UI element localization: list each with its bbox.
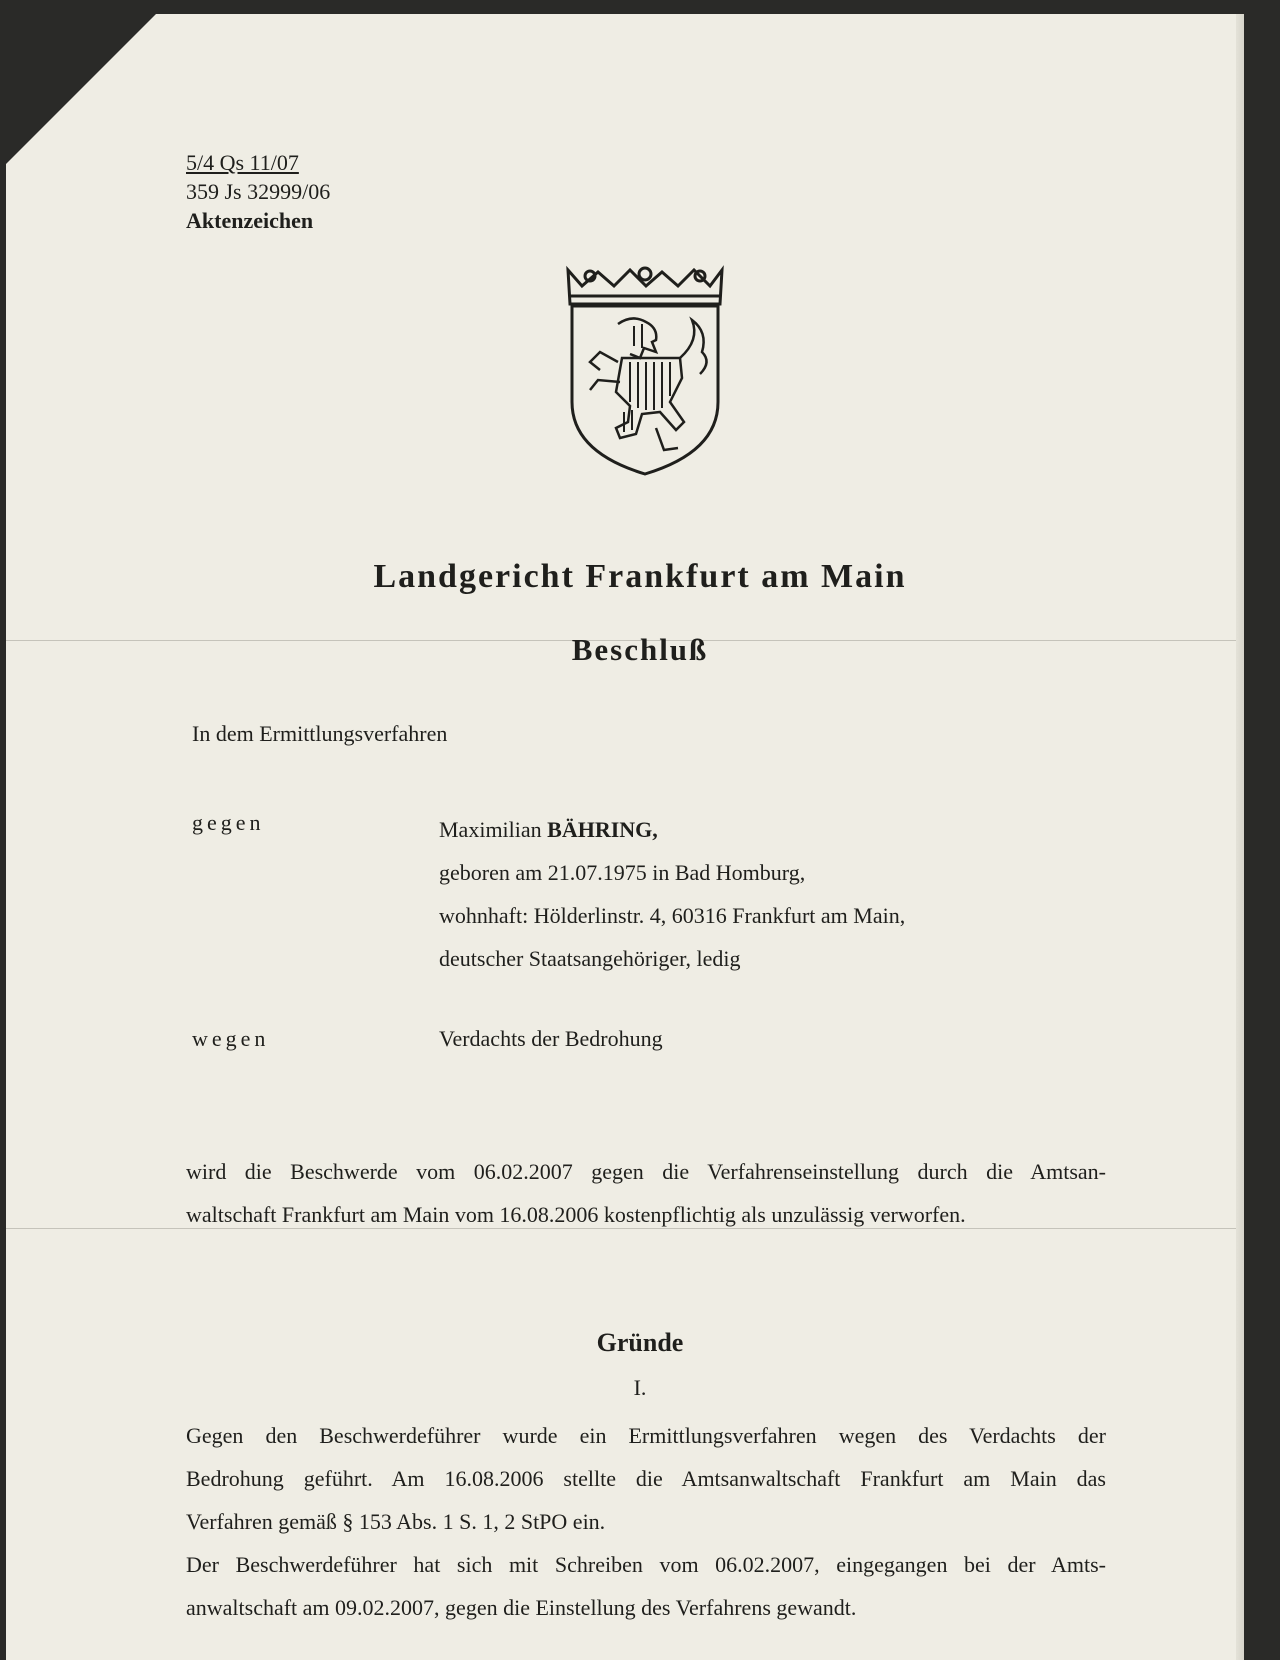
paragraph-line: Gegen den Beschwerdeführer wurde ein Ermittlungsverfahren wegen des Verdachts der	[186, 1423, 1106, 1448]
ruling-line: waltschaft Frankfurt am Main vom 16.08.2006 kostenpflichtig als unzulässig verworfen.	[186, 1202, 966, 1227]
paragraph-line: anwaltschaft am 09.02.2007, gegen die Einstellung des Verfahrens gewandt.	[186, 1595, 857, 1620]
paragraph-line: Der Beschwerdeführer hat sich mit Schreiben vom 06.02.2007, eingegangen bei der Amts-	[186, 1552, 1106, 1577]
reasons-paragraph-1	[186, 1414, 1106, 1543]
court-name: Landgericht Frankfurt am Main	[373, 558, 907, 595]
charge: Verdachts der Bedrohung	[439, 1026, 663, 1051]
paragraph-line: Bedrohung geführt. Am 16.08.2006 stellte die Amtsanwaltschaft Frankfurt am Main das	[186, 1466, 1106, 1491]
hesse-coat-of-arms-icon	[560, 262, 730, 482]
accused-first-name: Maximilian	[439, 817, 542, 842]
reasons-paragraph-2	[186, 1543, 1106, 1629]
ruling-line: wird die Beschwerde vom 06.02.2007 gegen die Verfahrenseinstellung durch die Amtsan-	[186, 1159, 1106, 1184]
paragraph-line: Verfahren gemäß § 153 Abs. 1 S. 1, 2 StPO ein.	[186, 1509, 606, 1534]
section-number: I.	[633, 1375, 647, 1400]
reasons-heading: Gründe	[596, 1328, 684, 1357]
file-ref-secondary: 359 Js 32999/06	[186, 179, 331, 204]
file-references	[186, 148, 330, 235]
folded-corner	[6, 14, 156, 164]
file-ref-label: Aktenzeichen	[186, 208, 314, 233]
decision-title: Beschluß	[571, 632, 709, 667]
accused-status: deutscher Staatsangehöriger, ledig	[439, 946, 741, 971]
reason-label: wegen	[192, 1026, 270, 1051]
file-ref-primary: 5/4 Qs 11/07	[186, 150, 299, 175]
paper-edge	[1236, 14, 1244, 1660]
proceedings-intro: In dem Ermittlungsverfahren	[192, 721, 448, 746]
accused-name	[439, 808, 905, 851]
accused-birth: geboren am 21.07.1975 in Bad Homburg,	[439, 860, 806, 885]
ruling-text	[186, 1150, 1106, 1236]
accused-details	[439, 808, 905, 980]
against-label: gegen	[192, 810, 265, 835]
accused-residence: wohnhaft: Hölderlinstr. 4, 60316 Frankfurt am Main,	[439, 903, 906, 928]
accused-last-name: BÄHRING,	[547, 817, 658, 842]
